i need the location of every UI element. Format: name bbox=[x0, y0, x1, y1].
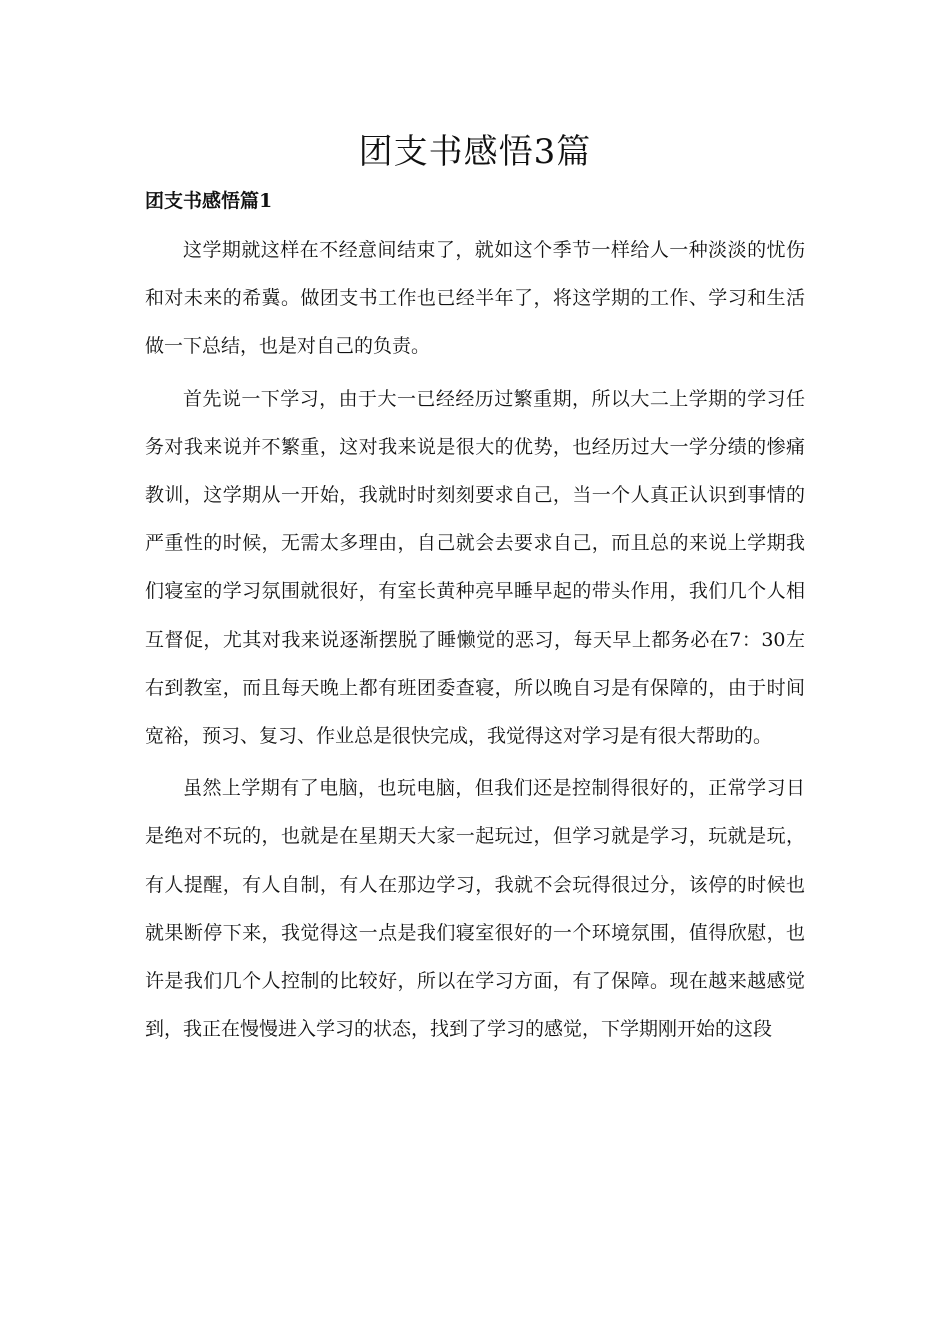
paragraph: 虽然上学期有了电脑，也玩电脑，但我们还是控制得很好的，正常学习日是绝对不玩的，也就是在星期天大家一起玩过，但学习就是学习，玩就是玩，有人提醒，有人自制，有人在那边学习，我就不会玩得很过分，该停的时候也就果断停下来，我觉得这一点是我们寝室很好的一个环境氛围，值得欣慰，也许是我们几个人控制的比较好，所以在学习方面，有了保障。现在越来越感觉到，我正在慢慢进入学习的状态，找到了学习的感觉，下学期刚开始的这段 bbox=[145, 777, 805, 1041]
section-heading: 团支书感悟篇1 bbox=[145, 190, 273, 212]
paragraph: 首先说一下学习，由于大一已经经历过繁重期，所以大二上学期的学习任务对我来说并不繁重，这对我来说是很大的优势，也经历过大一学分绩的惨痛教训，这学期从一开始，我就时时刻刻要求自己，当一个人真正认识到事情的严重性的时候，无需太多理由，自己就会去要求自己，而且总的来说上学期我们寝室的学习氛围就很好，有室长黄种亮早睡早起的带头作用，我们几个人相互督促，尤其对我来说逐渐摆脱了睡懒觉的恶习，每天早上都务必在7：30左右到教室，而且每天晚上都有班团委查寝，所以晚自习是有保障的，由于时间宽裕，预习、复习、作业总是很快完成，我觉得这对学习是有很大帮助的。 bbox=[145, 387, 805, 748]
document-body bbox=[145, 226, 805, 1053]
document-title: 团支书感悟3篇 bbox=[358, 132, 592, 172]
paragraph: 这学期就这样在不经意间结束了，就如这个季节一样给人一种淡淡的忧伤和对未来的希冀。做团支书工作也已经半年了，将这学期的工作、学习和生活做一下总结，也是对自己的负责。 bbox=[145, 239, 805, 358]
